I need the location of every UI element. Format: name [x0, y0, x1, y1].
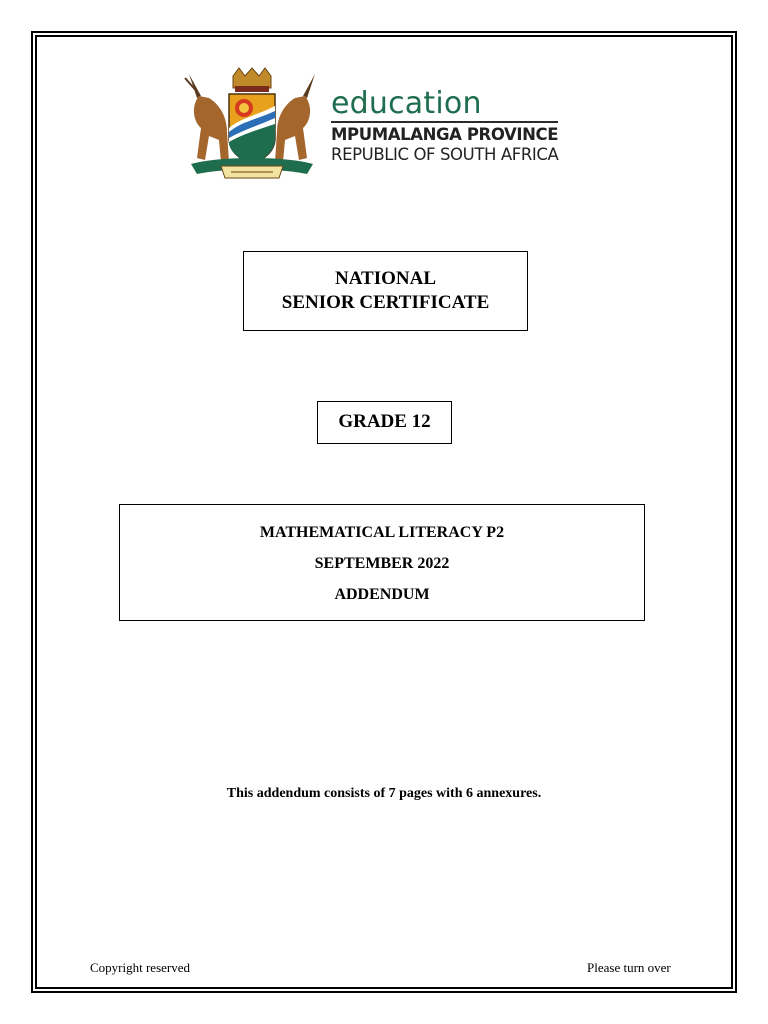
footer-turn-over: Please turn over: [587, 960, 671, 975]
logo-education-word: education: [331, 86, 482, 121]
subject-name: MATHEMATICAL LITERACY P2: [259, 524, 505, 541]
logo-republic: REPUBLIC OF SOUTH AFRICA: [331, 145, 559, 164]
certificate-title-line2: SENIOR CERTIFICATE: [281, 292, 490, 313]
page-count-note: This addendum consists of 7 pages with 6 annexures.: [226, 786, 542, 801]
certificate-title-box: [243, 251, 528, 331]
document-kind: ADDENDUM: [334, 586, 430, 603]
grade-label: GRADE 12: [338, 411, 431, 432]
exam-date: SEPTEMBER 2022: [314, 555, 450, 572]
logo-divider: [331, 121, 558, 123]
footer-copyright: Copyright reserved: [90, 960, 191, 975]
coat-of-arms-icon: [179, 66, 325, 184]
logo-province: MPUMALANGA PROVINCE: [331, 125, 559, 144]
subject-box: [119, 504, 645, 621]
certificate-title-line1: NATIONAL: [335, 268, 436, 289]
grade-box: [317, 401, 452, 444]
logo-wordmark: [331, 88, 571, 165]
